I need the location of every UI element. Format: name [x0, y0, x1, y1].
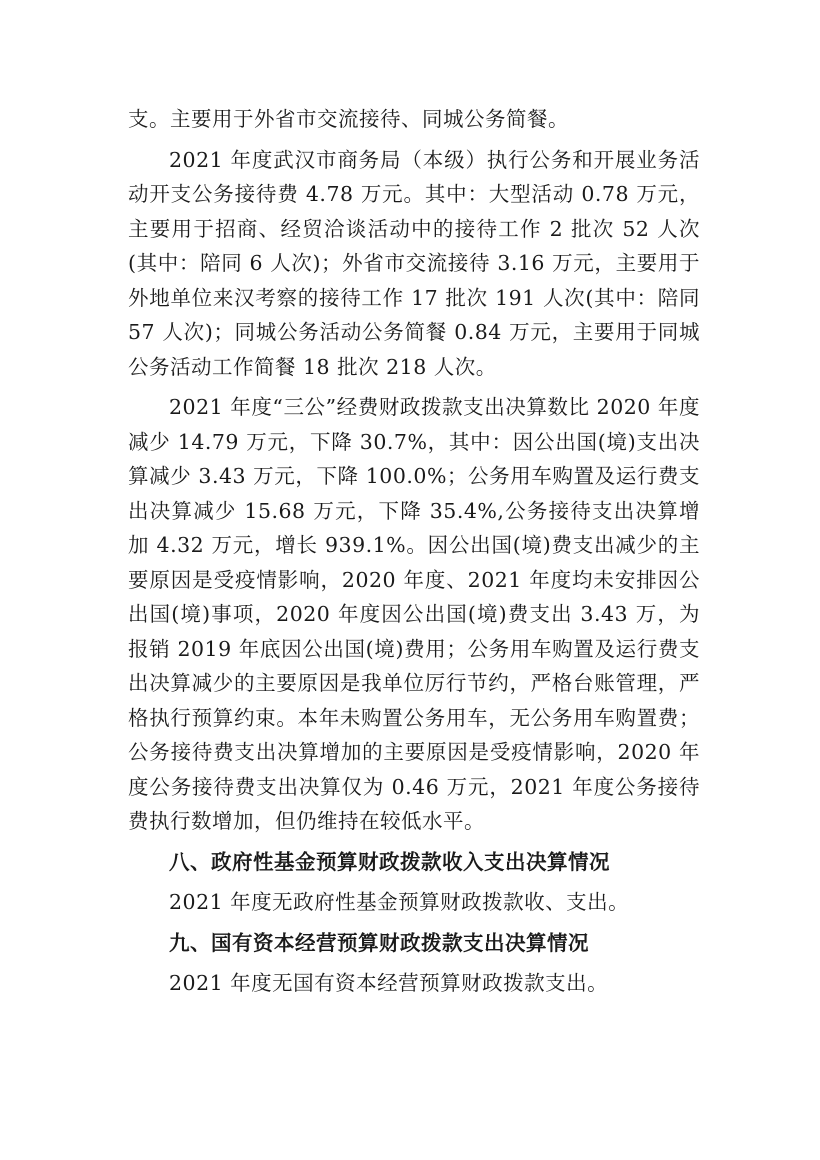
- section-9-heading: 九、国有资本经营预算财政拨款支出决算情况: [169, 930, 589, 955]
- document-body: [128, 102, 700, 1001]
- continuation-paragraph: 支。主要用于外省市交流接待、同城公务简餐。: [128, 107, 569, 131]
- section-9-text: 2021 年度无国有资本经营预算财政拨款支出。: [169, 971, 609, 995]
- section-8-text: 2021 年度无政府性基金预算财政拨款收、支出。: [169, 890, 630, 914]
- three-public-comparison-paragraph: 2021 年度“三公”经费财政拨款支出决算数比 2020 年度减少 14.79 万元，下降 30.7%，其中：因公出国(境)支出决算减少 3.43 万元，下降 100.0%；公务用车购置及运行费支出决算减少 15.68 万元，下降 35.4%,公务接待支出决算增加 4.32 万元，增长 939.1%。因公出国(境)费支出减少的主要原因是受疫情影响，2020 年度、2021 年度均未安排因公出国(境)事项，2020 年度因公出国(境)费支出 3.43 万，为报销 2019 年底因公出国(境)费用；公务用车购置及运行费支出决算减少的主要原因是我单位厉行节约，严格台账管理，严格执行预算约束。本年未购置公务用车，无公务用车购置费；公务接待费支出决算增加的主要原因是受疫情影响，2020 年度公务接待费支出决算仅为 0.46 万元，2021 年度公务接待费执行数增加，但仍维持在较低水平。: [128, 395, 700, 833]
- section-8-heading: 八、政府性基金预算财政拨款收入支出决算情况: [169, 849, 610, 874]
- reception-expense-paragraph: 2021 年度武汉市商务局（本级）执行公务和开展业务活动开支公务接待费 4.78 万元。其中：大型活动 0.78 万元，主要用于招商、经贸洽谈活动中的接待工作 2 批次 52 人次(其中：陪同 6 人次)；外省市交流接待 3.16 万元，主要用于外地单位来汉考察的接待工作 17 批次 191 人次(其中：陪同 57 人次)；同城公务活动公务简餐 0.84 万元，主要用于同城公务活动工作简餐 18 批次 218 人次。: [128, 147, 700, 379]
